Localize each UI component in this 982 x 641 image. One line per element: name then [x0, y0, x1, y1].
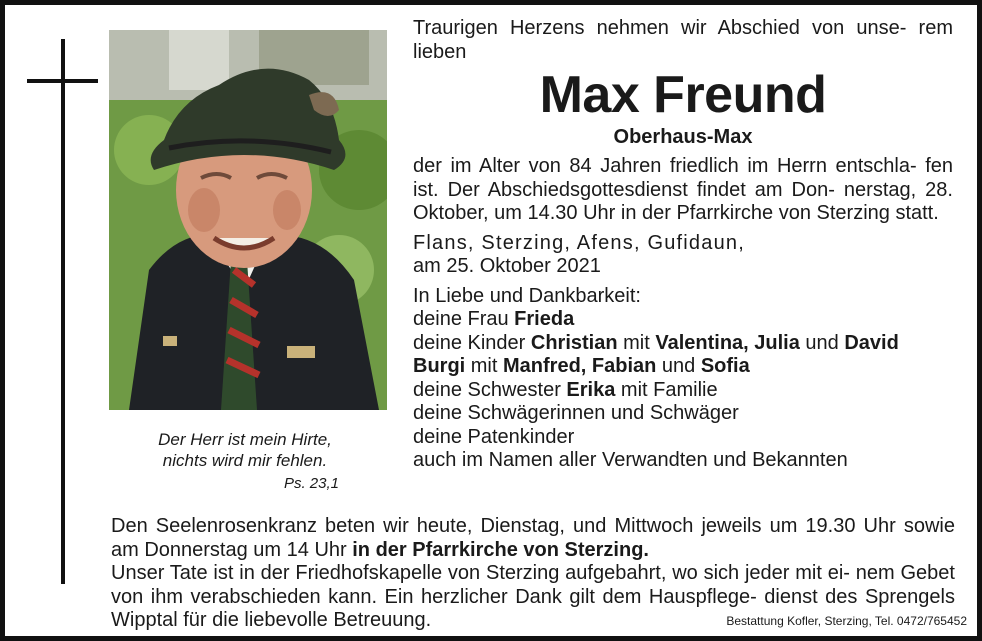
inlaws-line: deine Schwägerinnen und Schwäger	[413, 402, 739, 424]
rosary-schedule: Den Seelenrosenkranz beten wir heute, Dienstag, und Mittwoch jeweils um 19.30 Uhr sowie am Donnerstag um 14 Uhr	[111, 515, 955, 561]
sister-prefix: deine Schwester	[413, 378, 567, 401]
obituary-main-text	[413, 17, 953, 473]
children-prefix: deine Kinder	[413, 331, 531, 354]
child-name: Christian	[530, 331, 618, 354]
child-family-names: Valentina, Julia	[655, 331, 800, 354]
cross-vertical-bar	[61, 39, 65, 584]
laid-out-text: Unser Tate ist in der Friedhofskapelle von Sterzing aufgebahrt, wo sich jeder mit ei- nem Gebet von ihm verabschieden kann. Ein herzlicher Dank gilt dem Hauspflege- dienst des Sprengels Wipptal für die liebevolle Betreuung.	[111, 562, 955, 631]
child-family-name: Sofia	[700, 355, 750, 377]
cross-horizontal-bar	[27, 79, 98, 83]
children-line-1	[413, 332, 953, 356]
portrait-photo	[109, 30, 387, 410]
children-connector: und	[799, 331, 845, 354]
children-connector: mit	[465, 355, 503, 377]
child-family-name: David	[844, 331, 899, 354]
portrait-illustration	[109, 30, 387, 410]
psalm-reference: Ps. 23,1	[283, 475, 339, 492]
mourners-list	[413, 285, 953, 473]
gratitude-line: In Liebe und Dankbarkeit:	[413, 284, 641, 307]
deceased-nickname: Oberhaus-Max	[613, 126, 753, 148]
sister-suffix: mit Familie	[615, 378, 718, 401]
child-name: Burgi	[413, 355, 466, 377]
intro-text: Traurigen Herzens nehmen wir Abschied von unse- rem lieben	[413, 17, 953, 63]
date-line: am 25. Oktober 2021	[413, 255, 601, 277]
sister-line	[413, 379, 953, 403]
children-line-2	[413, 355, 953, 379]
child-family-names: Manfred, Fabian	[503, 355, 657, 377]
announcement-text: der im Alter von 84 Jahren friedlich im Herrn entschla- fen ist. Der Abschiedsgottesdienst findet am Don- nerstag, 28. Oktober, um 14.30 Uhr in der Pfarrkirche von Sterzing statt.	[413, 155, 953, 224]
rosary-location: in der Pfarrkirche von Sterzing.	[352, 538, 649, 561]
sister-name: Erika	[566, 378, 616, 401]
godchildren-line: deine Patenkinder	[413, 425, 575, 448]
wife-name: Frieda	[514, 308, 575, 330]
psalm-line-2: nichts wird mir fehlen.	[162, 451, 328, 470]
deceased-name: Max Freund	[539, 66, 827, 124]
wife-line	[413, 308, 953, 332]
children-connector: und	[656, 355, 701, 377]
psalm-line-1: Der Herr ist mein Hirte,	[158, 430, 332, 449]
places-line: Flans, Sterzing, Afens, Gufidaun,	[413, 231, 745, 254]
relatives-line: auch im Namen aller Verwandten und Bekannten	[413, 449, 848, 471]
funeral-home-credit: Bestattung Kofler, Sterzing, Tel. 0472/765452	[720, 614, 967, 628]
wife-prefix: deine Frau	[413, 308, 515, 330]
psalm-quote	[125, 429, 365, 494]
children-connector: mit	[617, 331, 656, 354]
rosary-text	[111, 515, 955, 562]
